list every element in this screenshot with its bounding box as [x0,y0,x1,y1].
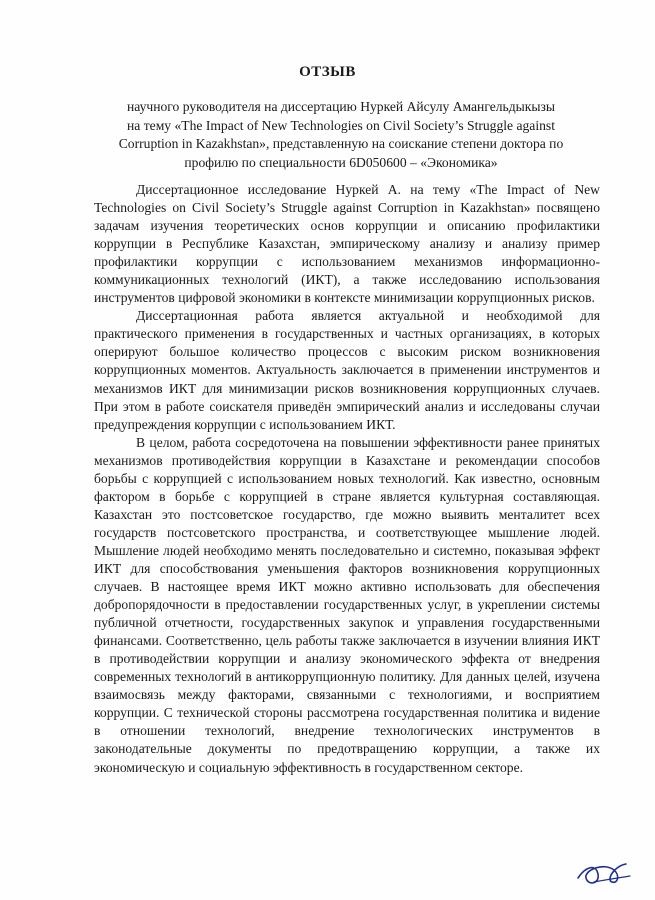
subtitle-line: профилю по специальности 6D050600 – «Экономика» [184,154,498,170]
subtitle-line: на тему «The Impact of New Technologies on Civil Society’s Struggle against [127,117,555,133]
document-subtitle [96,98,586,172]
body-paragraph: Диссертационное исследование Нуркей А. на тему «The Impact of New Technologies on Civil Society’s Struggle against Corruption in Kazakhstan» посвящено задачам изучения теоретических основ коррупции и описанию профилактики коррупции в Республике Казахстан, эмпирическому анализу и анализу пример профилактики коррупции с использованием механизмов информационно-коммуникационных технологий (ИКТ), а также исследованию использования инструментов цифровой экономики в контексте минимизации коррупционных рисков. [94,182,600,306]
body-paragraph: В целом, работа сосредоточена на повышении эффективности ранее принятых механизмов противодействия коррупции в Казахстане и рекомендации способов борьбы с коррупцией с использованием новых технологий. Как известно, основным фактором в борьбе с коррупцией в стране является культурная составляющая. Казахстан это постсоветское государство, где можно выявить менталитет всех государств постсоветского пространства, и соответствующее мышление людей. Мышление людей необходимо менять последовательно и системно, показывая эффект ИКТ для способствования уменьшения факторов возникновения коррупционных случаев. В настоящее время ИКТ можно активно использовать для обеспечения добропорядочности в предоставлении государственных услуг, в укреплении системы публичной отчетности, государственных закупок и управления государственными финансами. Соответственно, цель работы также заключается в изучении влияния ИКТ в противодействии коррупции и анализу экономического эффекта от внедрения современных технологий в антикоррупционную политику. Для данных целей, изучена взаимосвязь между факторами, связанными с технологиями, и восприятием коррупции. С технической стороны рассмотрена государственная политика и видение в отношении технологий, внедрение технологических инструментов в законодательные документы по предотвращению коррупции, а также их экономическую и социальную эффективность в государственном секторе. [94,434,600,775]
subtitle-line: Corruption in Kazakhstan», представленную на соискание степени доктора по [118,136,564,151]
subtitle-line: научного руководителя на диссертацию Нуркей Айсулу Амангельдыкызы [126,99,556,114]
signature-mark [574,856,634,890]
document-title: ОТЗЫВ [299,64,356,80]
body-paragraph: Диссертационная работа является актуальной и необходимой для практического применения в государственных и частных организациях, в которых оперируют большое количество процессов с высоким риском возникновения коррупционных моментов. Актуальность заключается в применении инструментов и механизмов ИКТ для минимизации рисков возникновения коррупционных случаев. При этом в работе соискателя приведён эмпирический анализ и исследованы случаи предупреждения коррупции с использованием ИКТ. [94,308,600,432]
document-body [94,181,600,777]
